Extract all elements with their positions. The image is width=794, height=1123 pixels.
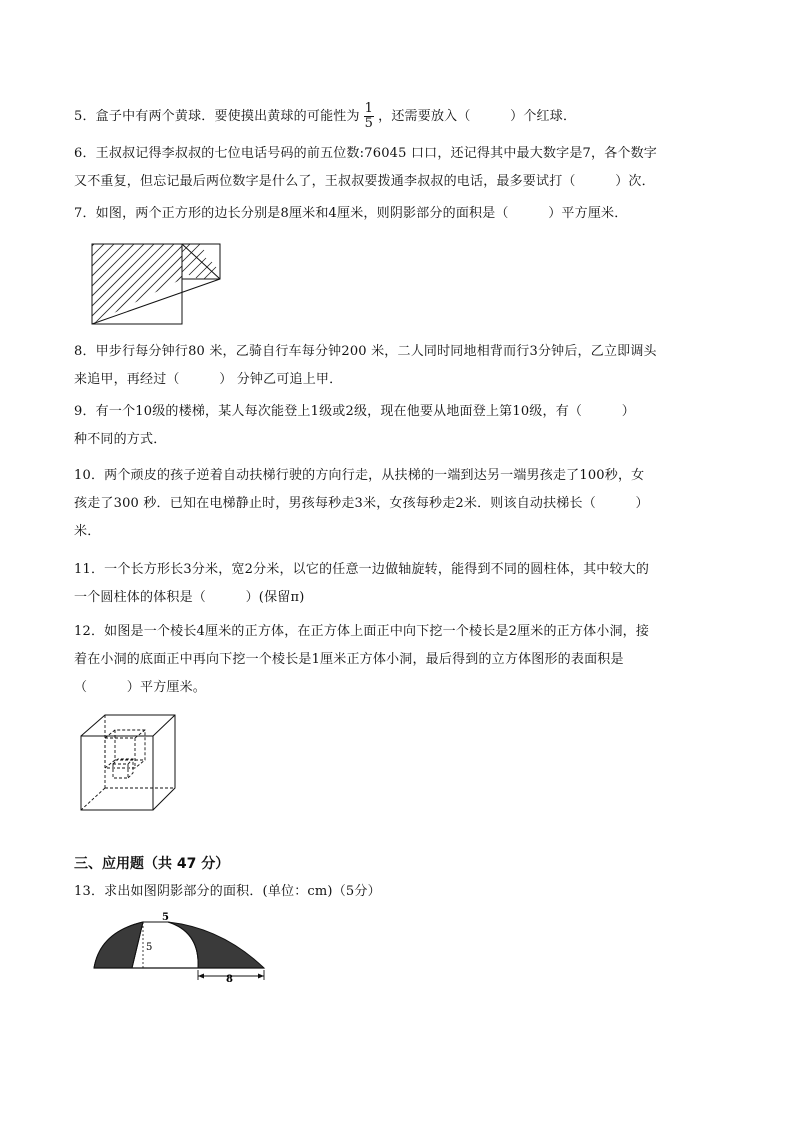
question-7 [74,200,724,228]
q8-line-1: 8．甲步行每分钟行80 米，乙骑自行车每分钟200 米，二人同时同地相背而行3分钟后，乙立即调头 [74,344,657,359]
q12-line-3: （ ）平方厘米。 [74,680,207,695]
q9-line-1: 9．有一个10级的楼梯，某人每次能登上1级或2级，现在他要从地面登上第10级，有（ ） [74,404,635,419]
q10-line-1: 10．两个顽皮的孩子逆着自动扶梯行驶的方向行走，从扶梯的一端到达另一端男孩走了100秒，女 [74,468,645,483]
figure-12-cube [78,712,178,816]
fig13-label-height: 5 [146,942,153,953]
fraction-denominator: 5 [364,116,374,131]
fraction-numerator: 1 [364,101,374,116]
q11-line-1: 11．一个长方形长3分米，宽2分米，以它的任意一边做轴旋转，能得到不同的圆柱体，其中较大的 [74,562,650,577]
question-10 [74,462,724,546]
figure-7-squares [88,240,228,330]
q5-text-before: 5．盒子中有两个黄球．要使摸出黄球的可能性为 [74,109,360,124]
q9-line-2: 种不同的方式． [74,432,167,447]
fig13-label-base: 8 [226,974,233,985]
question-9 [74,398,724,454]
question-5 [74,102,724,131]
q12-line-2: 着在小洞的底面正中再向下挖一个棱长是1厘米正方体小洞，最后得到的立方体图形的表面积是 [74,652,624,667]
q5-fraction [364,102,374,131]
q12-line-1: 12．如图是一个棱长4厘米的正方体，在正方体上面正中向下挖一个棱长是2厘米的正方体小洞，接 [74,624,650,639]
q11-line-2: 一个圆柱体的体积是（ ）(保留π) [74,590,305,605]
q6-line-2: 又不重复，但忘记最后两位数字是什么了，王叔叔要拨通李叔叔的电话，最多要试打（ ）次． [74,174,655,189]
q6-line-1: 6．王叔叔记得李叔叔的七位电话号码的前五位数:76045 口口，还记得其中最大数字是7，各个数字 [74,146,658,161]
question-6 [74,140,724,196]
fig13-label-top: 5 [162,912,169,923]
figure-13-shaded-arch [88,910,272,986]
q7-line-1: 7．如图，两个正方形的边长分别是8厘米和4厘米，则阴影部分的面积是（ ）平方厘米． [74,206,628,221]
q8-line-2: 来追甲，再经过（ ） 分钟乙可追上甲． [74,372,343,387]
q5-text-after: ，还需要放入（ ）个红球． [378,109,577,124]
question-12 [74,618,724,702]
question-8 [74,338,724,394]
question-11 [74,556,724,612]
q10-line-3: 米． [74,524,101,539]
section-3-heading: 三、应用题（共 47 分） [74,856,230,872]
q10-line-2: 孩走了300 秒．已知在电梯静止时，男孩每秒走3米，女孩每秒走2米．则该自动扶梯长（ ） [74,496,649,511]
q13-line-1: 13．求出如图阴影部分的面积．(单位：cm)（5分） [74,884,381,899]
question-13 [74,878,724,906]
